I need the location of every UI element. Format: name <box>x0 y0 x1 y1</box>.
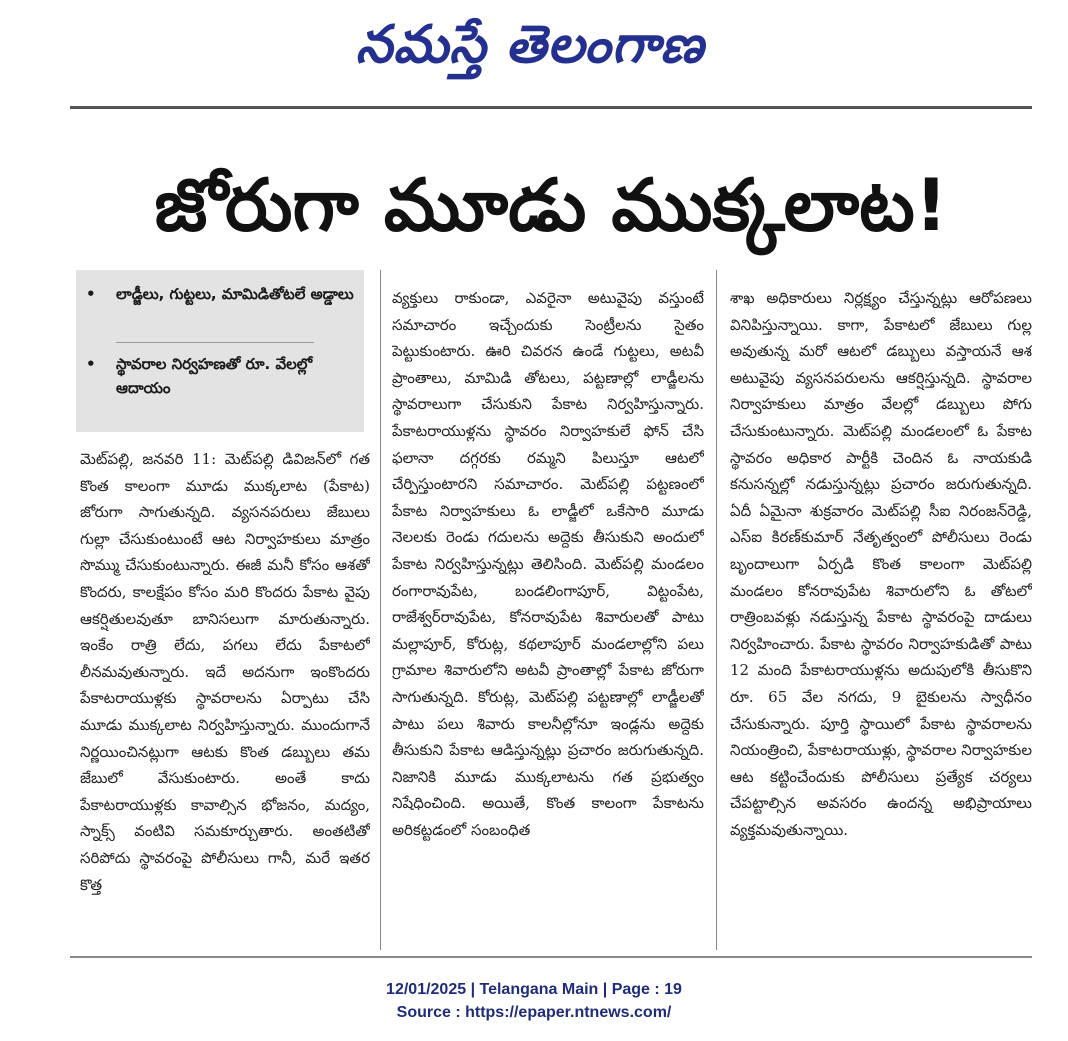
newspaper-masthead: నమస్తే తెలంగాణ <box>355 14 705 75</box>
article-column-3: శాఖ అధికారులు నిర్లక్ష్యం చేస్తున్నట్లు ఆరోపణలు వినిపిస్తున్నాయి. కాగా, పేకాటలో జేబులు గుల్ల అవుతున్న మరో ఆటలో డబ్బులు వస్తాయనే ఆశ అటువైపు వ్యసనపరులను ఆకర్షిస్తున్నది. స్థావరాల నిర్వాహకులు మాత్రం వేలల్లో డబ్బులు పోగు చేసుకుంటున్నారు. మెట్‌పల్లి మండలంలో ఓ పేకాట స్థావరం అధికార పార్టీకి చెందిన ఓ నాయకుడి కనుసన్నల్లో నడుస్తున్నట్లు ప్రచారం జరుగుతున్నది. ఏదీ ఏమైనా శుక్రవారం మెట్‌పల్లి సీఐ నిరంజన్‌రెడ్డి, ఎస్‌ఐ కిరణ్‌కుమార్ నేతృత్వంలో పోలీసులు రెండు బృందాలుగా ఏర్పడి కొంత కాలంగా మెట్‌పల్లి మండలం కోనరావుపేట శివారులోని ఓ తోటలో రాత్రింబవళ్లు నడుస్తున్న పేకాట స్థావరంపై దాడులు నిర్వహించారు. పేకాట స్థావరం నిర్వాహకుడితో పాటు 12 మంది పేకాటరాయుళ్లను అదుపులోకి తీసుకొని రూ. 65 వేల నగదు, 9 బైకులను స్వాధీనం చేసుకున్నారు. పూర్తి స్థాయిలో పేకాట స్థావరాలను నియంత్రించి, పేకాటరాయుళ్లు, స్థావరాల నిర్వాహకుల ఆట కట్టించేందుకు పోలీసులు ప్రత్యేక చర్యలు చేపట్టాల్సిన అవసరం ఉందన్న అభిప్రాయాలు వ్యక్తమవుతున్నాయి. <box>730 289 1032 839</box>
highlight-divider <box>116 342 314 343</box>
highlight-text: స్థావరాల నిర్వహణతో రూ. వేలల్లో ఆదాయం <box>116 355 313 397</box>
article-headline: జోరుగా మూడు ముక్కలాట! <box>154 163 948 247</box>
highlight-text: లాడ్జీలు, గుట్టలు, మామిడితోటలే అడ్డాలు <box>116 285 354 303</box>
bullet-icon: • <box>86 285 96 303</box>
column-divider <box>716 270 717 950</box>
source-line: Source : https://epaper.ntnews.com/ <box>396 1004 672 1021</box>
bullet-icon: • <box>86 355 96 373</box>
highlight-item <box>86 352 354 418</box>
edition-info: 12/01/2025 | Telangana Main | Page : 19 <box>386 981 682 998</box>
highlights-box <box>76 270 364 432</box>
footer-divider <box>70 956 1032 958</box>
article-column-1: మెట్‌పల్లి, జనవరి 11: మెట్‌పల్లి డివిజన్‌లో గత కొంత కాలంగా మూడు ముక్కలాట (పేకాట) జోరుగా సాగుతున్నది. వ్యసనపరులు జేబులు గుల్లా చేసుకుంటుంటే ఆట నిర్వాహకులు మాత్రం సొమ్ము చేసుకుంటున్నారు. ఈజీ మనీ కోసం ఆశతో కొందరు, కాలక్షేపం కోసం మరి కొందరు పేకాట వైపు ఆకర్షితులవుతూ బానిసలుగా మారుతున్నారు. ఇంకేం రాత్రి లేదు, పగలు లేదు పేకాటలో లీనమవుతున్నారు. ఇదే అదనుగా ఇంకొందరు పేకాటరాయుళ్లకు స్థావరాలను ఏర్పాటు చేసి మూడు ముక్కలాట నిర్వహిస్తున్నారు. ముందుగానే నిర్ణయించినట్లుగా ఆటకు కొంత డబ్బులు తమ జేబులో వేసుకుంటారు. అంతే కాదు పేకాటరాయుళ్లకు కావాల్సిన భోజనం, మద్యం, స్నాక్స్ వంటివి సమకూర్చుతారు. అంతటితో సరిపోదు స్థావరంపై పోలీసులు గానీ, మరే ఇతర కొత్త <box>80 450 370 894</box>
article-column-2: వ్యక్తులు రాకుండా, ఎవరైనా అటువైపు వస్తుంటే సమాచారం ఇచ్చేందుకు సెంట్రీలను సైతం పెట్టుకుంటారు. ఊరి చివరన ఉండే గుట్టలు, అటవీ ప్రాంతాలు, మామిడి తోటలు, పట్టణాల్లో లాడ్జీలను స్థావరాలుగా చేసుకుని పేకాట నిర్వహిస్తున్నారు. పేకాటరాయుళ్లను స్థావరం నిర్వాహకులే ఫోన్ చేసి ఫలానా దగ్గరకు రమ్మని పిలుస్తూ ఆటలో చేర్పిస్తుంటారని సమాచారం. మెట్‌పల్లి పట్టణంలో పేకాట నిర్వాహకులు ఓ లాడ్జీలో ఒకేసారి మూడు నెలలకు రెండు గదులను అద్దెకు తీసుకుని అందులో పేకాట నిర్వహిస్తున్నట్లు తెలిసింది. మెట్‌పల్లి మండలం రంగారావుపేట, బండలింగాపూర్, విట్టంపేట, రాజేశ్వర్‌రావుపేట, కోనరావుపేట శివారులతో పాటు మల్లాపూర్, కోరుట్ల, కథలాపూర్ మండలాల్లోని పలు గ్రామాల శివారులోని అటవీ ప్రాంతాల్లో పేకాట జోరుగా సాగుతున్నది. కోరుట్ల, మెట్‌పల్లి పట్టణాల్లో లాడ్జీలతో పాటు పలు శివారు కాలనీల్లోనూ ఇండ్లను అద్దెకు తీసుకుని పేకాట ఆడిస్తున్నట్లు ప్రచారం జరుగుతున్నది. నిజానికి మూడు ముక్కలాటను గత ప్రభుత్వం నిషేధించింది. అయితే, కొంత కాలంగా పేకాటను అరికట్టడంలో సంబంధిత <box>392 289 704 839</box>
masthead-divider <box>70 106 1032 109</box>
column-divider <box>380 270 381 950</box>
highlight-item <box>86 282 354 338</box>
